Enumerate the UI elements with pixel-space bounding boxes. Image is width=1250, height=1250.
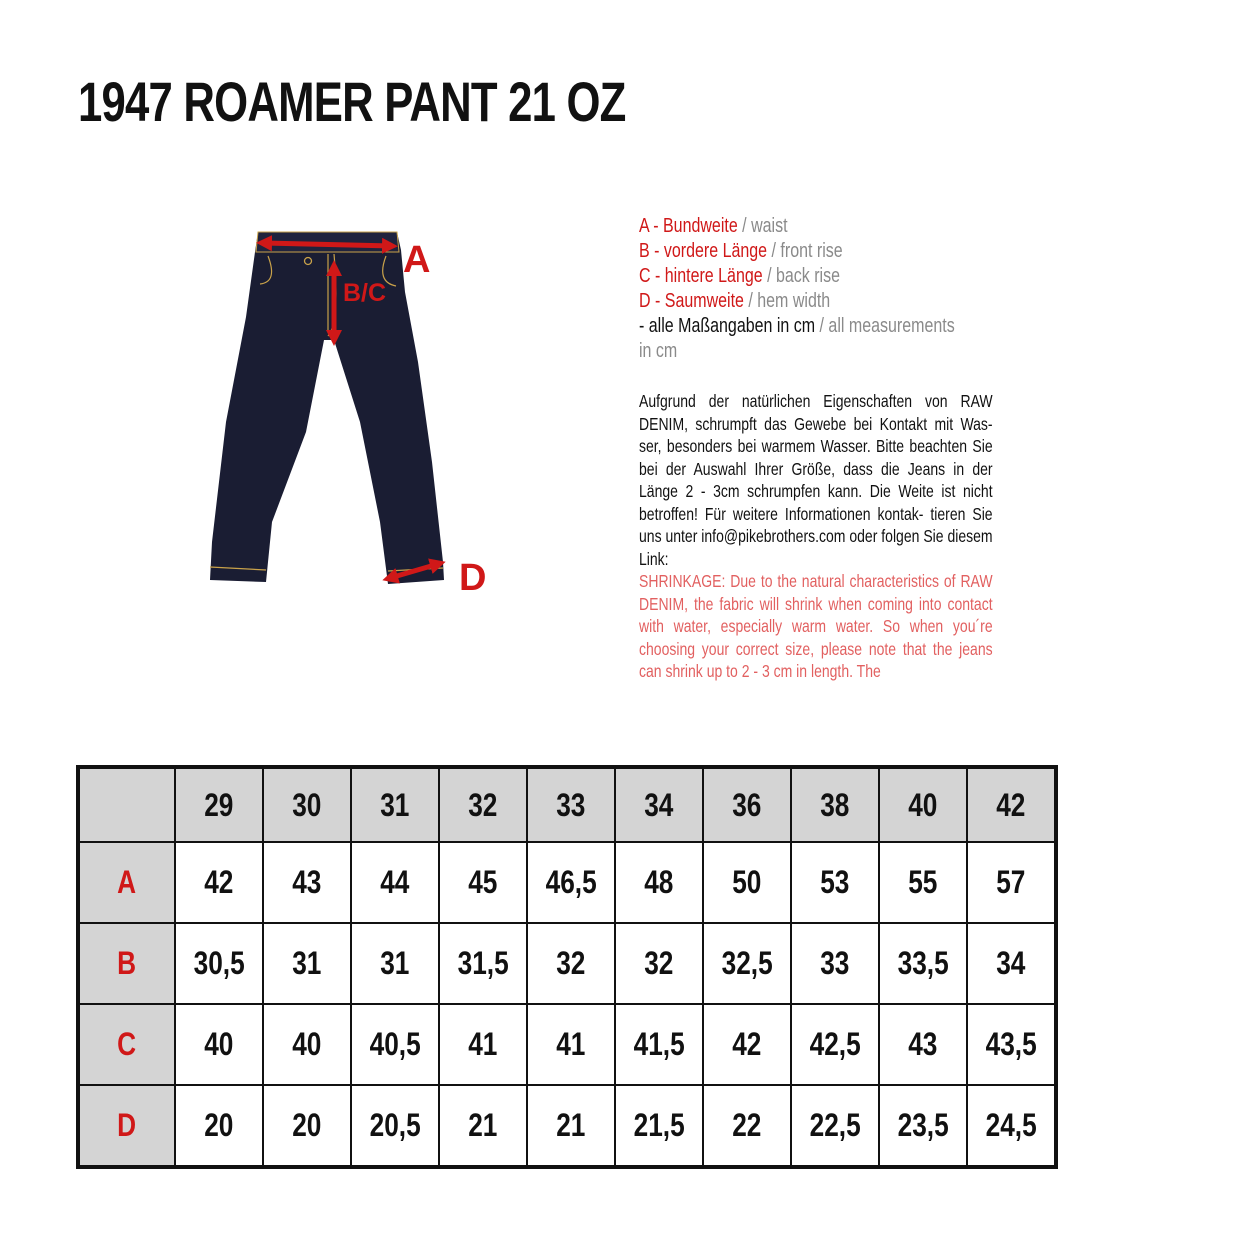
- table-cell: 33: [791, 923, 879, 1004]
- legend-english: back rise: [775, 265, 840, 287]
- size-header: 29: [175, 767, 263, 842]
- size-header: 34: [615, 767, 703, 842]
- row-label: B: [78, 923, 175, 1004]
- jeans-shape: [210, 232, 444, 584]
- table-cell: 23,5: [879, 1085, 967, 1167]
- table-row: [78, 842, 1056, 923]
- legend-english: waist: [751, 215, 788, 237]
- table-cell: 32,5: [703, 923, 791, 1004]
- waist-arrow: [264, 243, 390, 246]
- table-row: [78, 923, 1056, 1004]
- legend-english: hem width: [757, 290, 831, 312]
- measurement-legend: [639, 214, 994, 364]
- table-cell: 46,5: [527, 842, 615, 923]
- label-a: A: [403, 239, 431, 281]
- table-cell: 43,5: [967, 1004, 1056, 1085]
- measurement-note: - alle Maßangaben in cm / all measurements in cm: [639, 315, 955, 362]
- table-cell: 57: [967, 842, 1056, 923]
- table-cell: 53: [791, 842, 879, 923]
- table-cell: 40: [175, 1004, 263, 1085]
- table-cell: 43: [879, 1004, 967, 1085]
- table-cell: 20: [263, 1085, 351, 1167]
- page-title: 1947 ROAMER PANT 21 OZ: [78, 70, 626, 133]
- table-cell: 45: [439, 842, 527, 923]
- table-cell: 21,5: [615, 1085, 703, 1167]
- table-cell: 40: [263, 1004, 351, 1085]
- size-header: 33: [527, 767, 615, 842]
- shrinkage-text-english: SHRINKAGE: Due to the natural characteristics of RAW DENIM, the fabric will shrink when coming into contact with water, especially warm water. So when you´re choosing your correct size, please note that the jeans can shrink up to 2 - 3 cm in length. The: [639, 571, 993, 681]
- legend-key: A - Bundweite: [639, 215, 738, 237]
- size-header: 31: [351, 767, 439, 842]
- table-cell: 42: [703, 1004, 791, 1085]
- table-cell: 42: [175, 842, 263, 923]
- legend-row-b: B - vordere Länge / front rise: [639, 240, 843, 262]
- table-row: [78, 1085, 1056, 1167]
- jeans-measurement-figure: [200, 222, 500, 602]
- size-header: 36: [703, 767, 791, 842]
- size-header: 30: [263, 767, 351, 842]
- table-cell: 40,5: [351, 1004, 439, 1085]
- table-cell: 22: [703, 1085, 791, 1167]
- shrinkage-text-german: Aufgrund der natürlichen Eigenschaften von RAW DENIM, schrumpft das Gewebe bei Kontakt mit Was- ser, besonders bei warmem Wasser. Bitte beachten Sie bei der Auswahl Ihrer Größe, dass die Jeans in der Länge 2 - 3cm schrumpfen kann. Die Weite ist nicht betroffen! Für weitere Informationen kontak- tieren Sie uns unter info@pikebrothers.com oder folgen Sie diesem Link:: [639, 391, 993, 569]
- table-cell: 41,5: [615, 1004, 703, 1085]
- size-header: 38: [791, 767, 879, 842]
- table-cell: 32: [615, 923, 703, 1004]
- shrinkage-info: [639, 390, 993, 682]
- legend-row-d: D - Saumweite / hem width: [639, 290, 831, 312]
- row-label: D: [78, 1085, 175, 1167]
- row-label: A: [78, 842, 175, 923]
- table-cell: 42,5: [791, 1004, 879, 1085]
- table-cell: 24,5: [967, 1085, 1056, 1167]
- legend-key: C - hintere Länge: [639, 265, 763, 287]
- table-cell: 34: [967, 923, 1056, 1004]
- table-cell: 55: [879, 842, 967, 923]
- size-header: 32: [439, 767, 527, 842]
- table-cell: 32: [527, 923, 615, 1004]
- size-chart-table: [76, 765, 1058, 1169]
- table-cell: 31: [263, 923, 351, 1004]
- legend-english: front rise: [780, 240, 843, 262]
- legend-key: B - vordere Länge: [639, 240, 768, 262]
- size-header: 40: [879, 767, 967, 842]
- table-cell: 33,5: [879, 923, 967, 1004]
- legend-row-c: C - hintere Länge / back rise: [639, 265, 840, 287]
- row-label: C: [78, 1004, 175, 1085]
- table-cell: 43: [263, 842, 351, 923]
- table-cell: 31: [351, 923, 439, 1004]
- label-bc: B/C: [343, 279, 387, 307]
- table-cell: 20: [175, 1085, 263, 1167]
- table-cell: 21: [439, 1085, 527, 1167]
- table-cell: 48: [615, 842, 703, 923]
- legend-row-a: A - Bundweite / waist: [639, 215, 788, 237]
- table-cell: 41: [439, 1004, 527, 1085]
- table-cell: 44: [351, 842, 439, 923]
- table-cell: 21: [527, 1085, 615, 1167]
- table-cell: 30,5: [175, 923, 263, 1004]
- label-d: D: [459, 557, 487, 599]
- table-cell: 31,5: [439, 923, 527, 1004]
- jeans-illustration: [200, 222, 500, 602]
- table-cell: 22,5: [791, 1085, 879, 1167]
- table-cell: 41: [527, 1004, 615, 1085]
- table-corner: [78, 767, 175, 842]
- table-cell: 50: [703, 842, 791, 923]
- table-cell: 20,5: [351, 1085, 439, 1167]
- size-header-row: [78, 767, 1056, 842]
- legend-key: D - Saumweite: [639, 290, 744, 312]
- size-header: 42: [967, 767, 1056, 842]
- table-row: [78, 1004, 1056, 1085]
